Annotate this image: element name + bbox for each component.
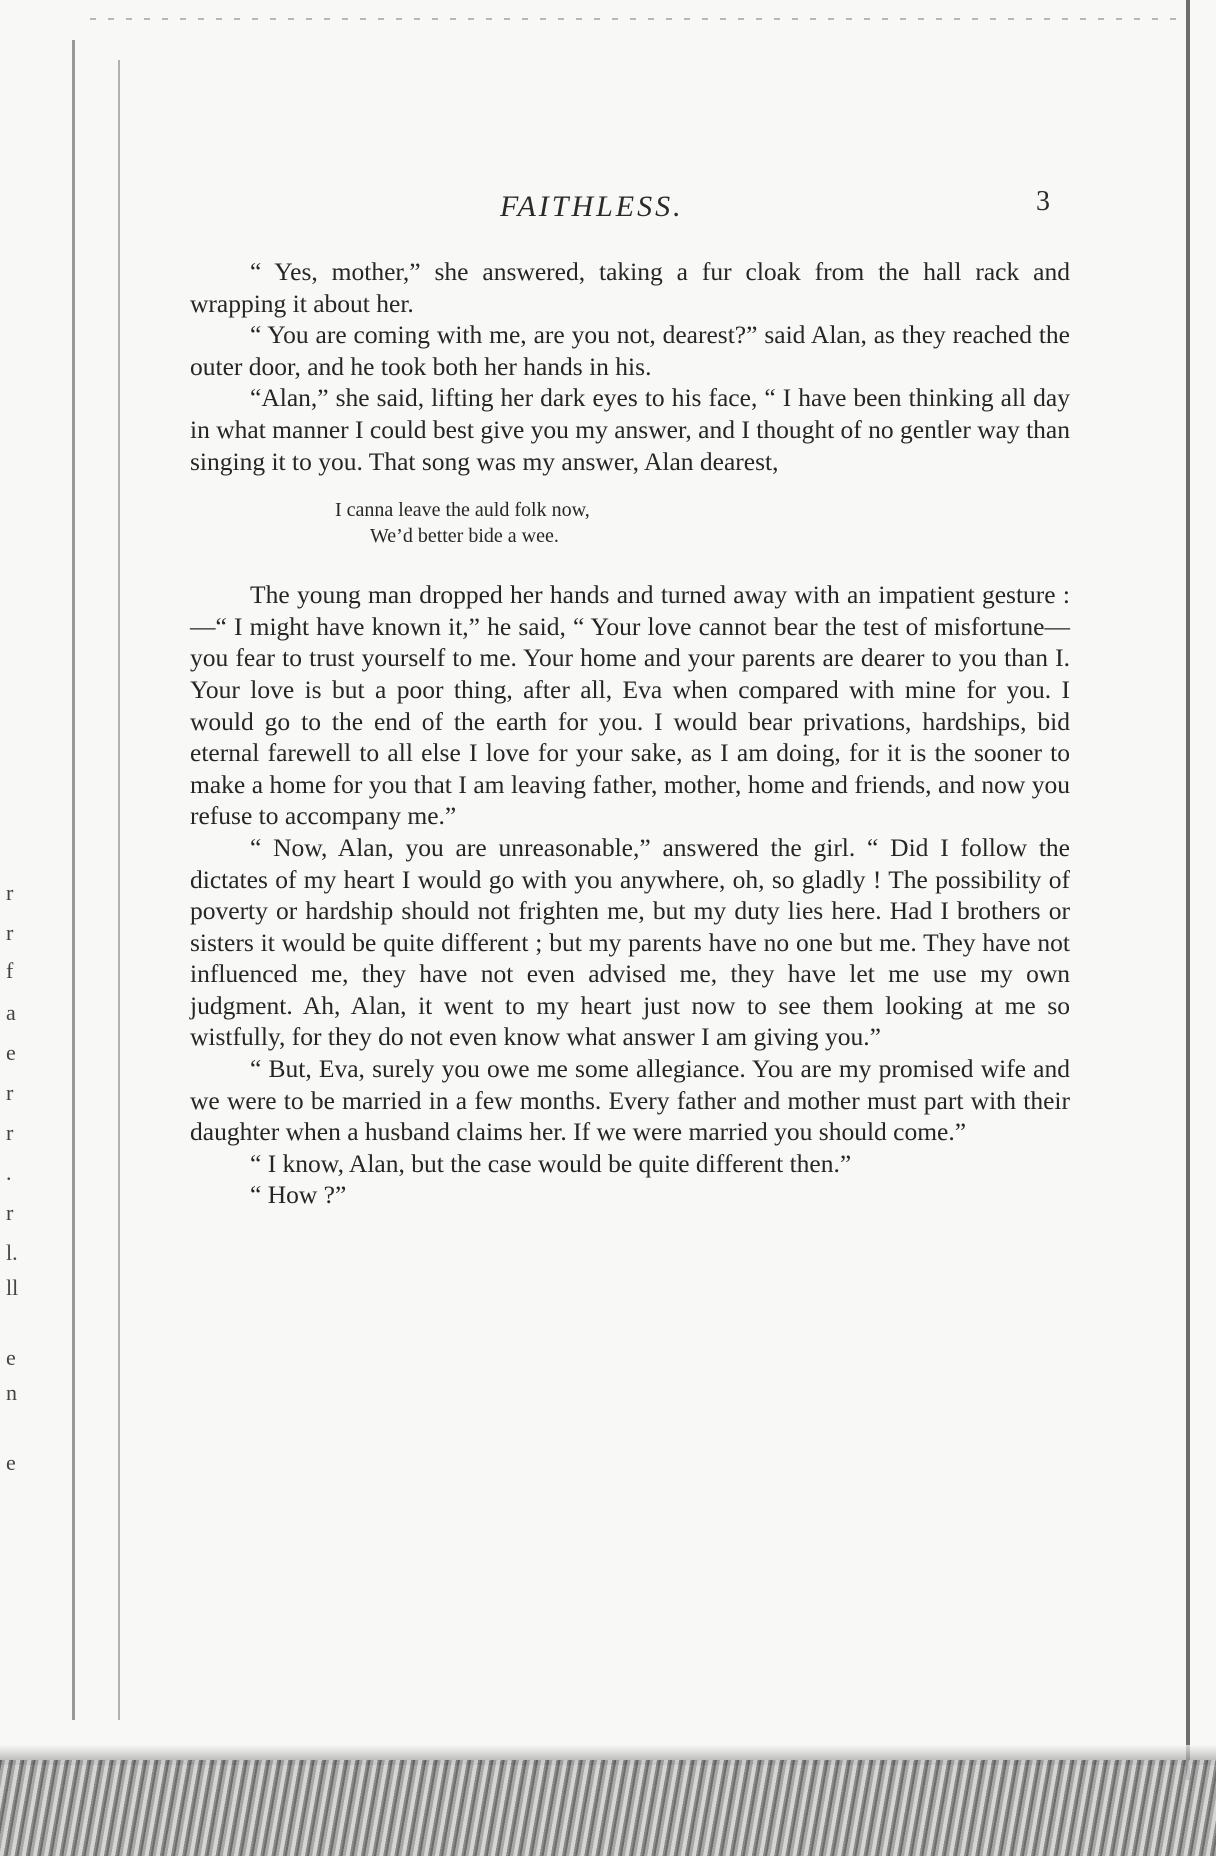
paragraph: “ I know, Alan, but the case would be quite different then.”: [250, 1148, 852, 1178]
margin-fragment: r: [6, 920, 14, 945]
verse-line: I canna leave the auld folk now,: [335, 499, 590, 522]
scan-gutter-line: [118, 60, 120, 1720]
paragraph: “ You are coming with me, are you not, dearest?” said Alan, as they reached the outer door, and he took both her hands in his.: [190, 320, 1070, 381]
paragraph: “ Now, Alan, you are unreasonable,” answered the girl. “ Did I follow the dictates of my heart I would go with you anywhere, oh, so gladly ! The possibility of poverty or hardship should not frighten me, but my duty lies here. Had I brothers or sisters it would be quite different ; but my parents have no one but me. They have not influenced me, they have not even advised me, they have let me use my own judgment. Ah, Alan, it went to my heart just now to see them looking at me so wistfully, for they do not even know what answer I am giving you.”: [190, 832, 1070, 1052]
bleed-through-margin: [0, 0, 60, 1700]
margin-fragment: e: [6, 1040, 16, 1065]
margin-fragment: .: [6, 1160, 12, 1185]
paragraph: The young man dropped her hands and turned away with an impatient gesture :—“ I might have known it,” he said, “ Your love cannot bear the test of misfortune—you fear to trust yourself to me. Your home and your parents are dearer to you than I. Your love is but a poor thing, after all, Eva when compared with mine for you. I would go to the end of the earth for you. I would bear privations, hardships, bid eternal farewell to all else I love for your sake, as I am doing, for it is the sooner to make a home for you that I am leaving father, mother, home and friends, and now you refuse to accompany me.”: [190, 580, 1070, 831]
margin-fragment: r: [6, 1080, 14, 1105]
scan-edge-left: [72, 40, 81, 1720]
paragraph: “Alan,” she said, lifting her dark eyes to his face, “ I have been thinking all day in what manner I could best give you my answer, and I thought of no gentler way than singing it to you. That song was my answer, Alan dearest,: [190, 383, 1070, 476]
page-number: 3: [1036, 186, 1050, 217]
verse-line: We’d better bide a wee.: [370, 525, 559, 548]
running-title: FAITHLESS.: [500, 190, 684, 223]
scan-edge-top: [90, 18, 1180, 20]
scan-bottom-noise: [0, 1760, 1216, 1856]
body-text: [190, 256, 1070, 1211]
paragraph: “ Yes, mother,” she answered, taking a fur cloak from the hall rack and wrapping it about her.: [190, 257, 1070, 318]
margin-fragment: r: [6, 880, 14, 905]
margin-fragment: r: [6, 1200, 14, 1225]
margin-fragment: r: [6, 1120, 14, 1145]
margin-fragment: n: [6, 1380, 17, 1405]
paragraph: “ But, Eva, surely you owe me some allegiance. You are my promised wife and we were to be married in a few months. Every father and mother must part with their daughter when a husband claims her. If we were married you should come.”: [190, 1054, 1070, 1147]
margin-fragment: e: [6, 1450, 16, 1475]
margin-fragment: l.: [6, 1240, 18, 1265]
verse-quote: [190, 497, 1070, 549]
margin-fragment: e: [6, 1345, 16, 1370]
margin-fragment: a: [6, 1000, 16, 1025]
running-head: [190, 186, 1050, 230]
paragraph: “ How ?”: [250, 1180, 347, 1210]
margin-fragment: ll: [6, 1275, 19, 1300]
margin-fragment: f: [6, 958, 14, 983]
scan-edge-right: [1186, 0, 1190, 1780]
